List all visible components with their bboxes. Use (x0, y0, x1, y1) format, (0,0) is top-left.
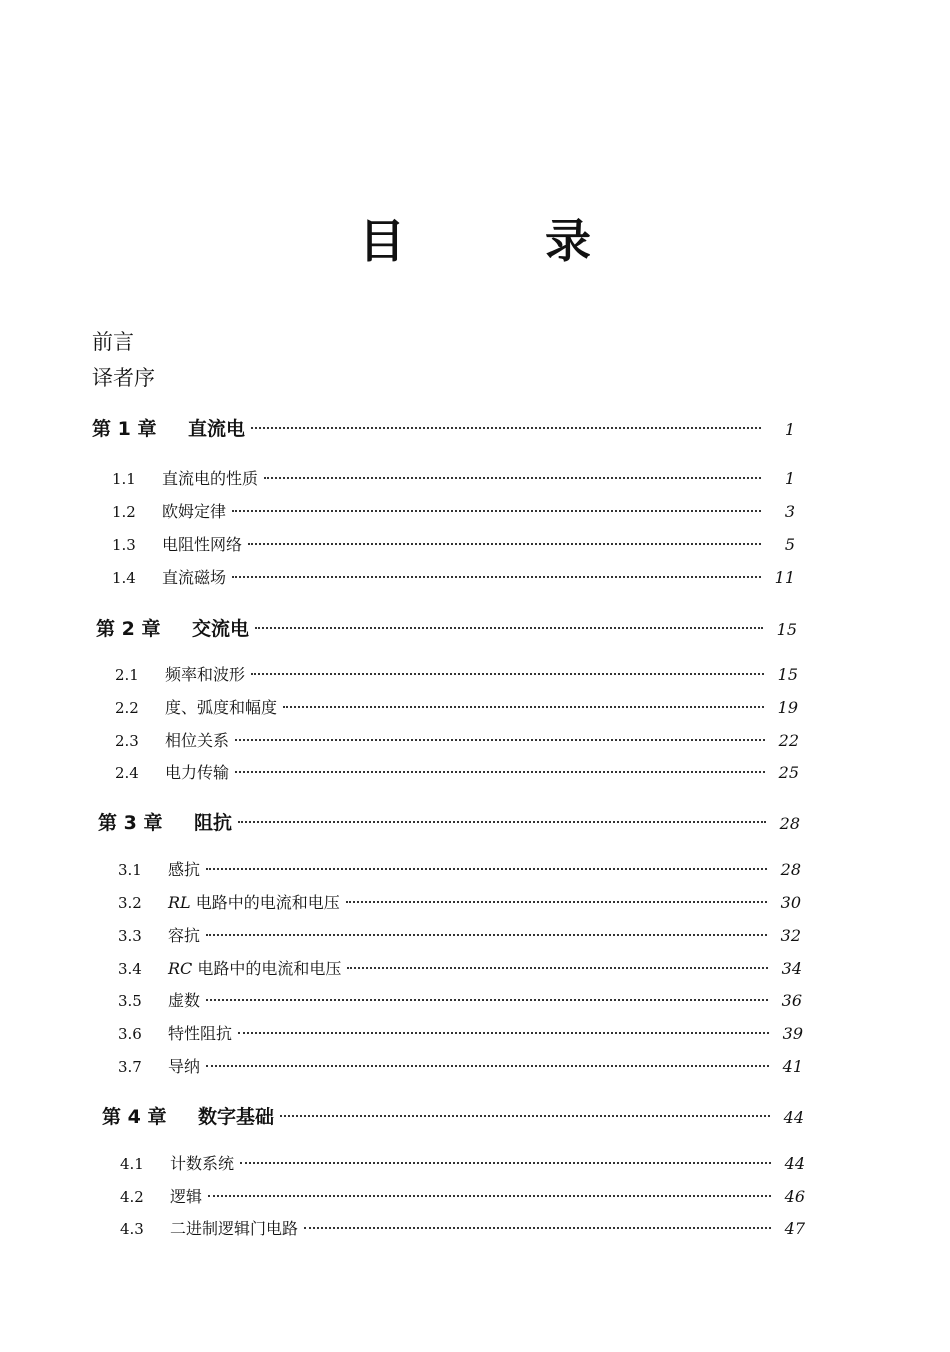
dot-leader (235, 771, 765, 773)
dot-leader (206, 1065, 769, 1067)
toc-entry-title-text: 数字基础 (198, 1106, 275, 1128)
toc-entry-title-italic: RL (168, 893, 191, 912)
toc-entry-page-number: 15 (776, 620, 797, 639)
toc-entry-title-text: 阻抗 (194, 812, 233, 834)
toc-entry-title (192, 614, 249, 641)
toc-entry-number: 2.4 (115, 764, 139, 782)
toc-entry-number: 第 3 章 (98, 812, 163, 834)
toc-chapter-entry[interactable] (92, 414, 795, 441)
toc-entry-title (165, 662, 245, 685)
toc-entry-page-number: 25 (778, 763, 799, 782)
toc-entry-title-text: 计数系统 (170, 1154, 235, 1173)
toc-entry-title (168, 857, 200, 880)
dot-leader (255, 627, 763, 629)
toc-entry-title-text: 度、弧度和幅度 (165, 698, 278, 717)
toc-entry-title (170, 1151, 234, 1174)
toc-entry-title-text: 二进制逻辑门电路 (170, 1219, 299, 1238)
toc-entry-number: 2.2 (115, 699, 139, 717)
dot-leader (264, 477, 761, 479)
toc-entry-title (165, 760, 229, 783)
toc-entry-number: 1.4 (112, 569, 136, 587)
toc-section-entry[interactable] (118, 923, 801, 946)
title-char-2: 录 (545, 214, 591, 268)
toc-section-entry[interactable] (115, 695, 798, 718)
toc-entry-title-text: 特性阻抗 (168, 1024, 233, 1043)
toc-entry-title (162, 532, 242, 555)
toc-section-entry[interactable] (118, 1054, 803, 1077)
toc-entry-page-number: 46 (784, 1187, 805, 1206)
toc-chapter-entry[interactable] (98, 808, 800, 835)
toc-entry-number: 4.3 (120, 1220, 144, 1238)
toc-entry-page-number: 41 (782, 1057, 803, 1076)
toc-entry-title (168, 1021, 232, 1044)
toc-section-entry[interactable] (118, 956, 802, 979)
toc-entry-title-text: 感抗 (168, 860, 201, 879)
toc-chapter-entry[interactable] (96, 614, 797, 641)
toc-entry-page-number: 39 (782, 1024, 803, 1043)
toc-chapter-entry[interactable] (102, 1102, 804, 1129)
dot-leader (232, 510, 761, 512)
dot-leader (251, 673, 764, 675)
toc-entry-title-italic: RC (168, 959, 193, 978)
toc-entry-title (168, 923, 200, 946)
dot-leader (240, 1162, 771, 1164)
page-title (0, 205, 950, 271)
toc-entry-number: 4.1 (120, 1155, 144, 1173)
toc-entry-page-number: 34 (781, 959, 802, 978)
toc-entry-title-text: 电路中的电流和电压 (192, 959, 342, 978)
toc-entry-title-text: 相位关系 (165, 731, 230, 750)
toc-section-entry[interactable] (112, 532, 795, 555)
toc-entry-title-text: 容抗 (168, 926, 201, 945)
toc-entry-number: 1.2 (112, 503, 136, 521)
dot-leader (232, 576, 761, 578)
toc-entry-number: 3.7 (118, 1058, 142, 1076)
toc-entry-title-text: 直流电 (188, 418, 246, 440)
toc-section-entry[interactable] (112, 499, 795, 522)
toc-entry-title-text: 电阻性网络 (162, 535, 243, 554)
toc-entry-title-text: 频率和波形 (165, 665, 246, 684)
toc-entry-number: 第 2 章 (96, 618, 161, 640)
toc-entry-number: 3.3 (118, 927, 142, 945)
toc-entry-page-number: 30 (780, 893, 801, 912)
dot-leader (235, 739, 765, 741)
toc-entry-title (165, 695, 277, 718)
toc-entry-number: 3.4 (118, 960, 142, 978)
toc-entry-page-number: 36 (781, 991, 802, 1010)
toc-entry-title (162, 565, 226, 588)
toc-entry-title (162, 466, 258, 489)
toc-entry-page-number: 1 (784, 469, 795, 488)
toc-entry-number: 2.1 (115, 666, 139, 684)
toc-entry-page-number: 28 (779, 814, 800, 833)
dot-leader (347, 967, 768, 969)
toc-entry-page-number: 28 (780, 860, 801, 879)
toc-entry-page-number: 47 (784, 1219, 805, 1238)
toc-entry-page-number: 15 (777, 665, 798, 684)
toc-section-entry[interactable] (115, 728, 799, 751)
dot-leader (280, 1115, 770, 1117)
toc-entry-page-number: 44 (784, 1154, 805, 1173)
toc-section-entry[interactable] (112, 466, 795, 489)
toc-entry-title (162, 499, 226, 522)
toc-entry-title (194, 808, 232, 835)
toc-entry-number: 3.2 (118, 894, 142, 912)
toc-entry-title (170, 1184, 202, 1207)
toc-entry-title-text: 导纳 (168, 1057, 201, 1076)
dot-leader (206, 934, 767, 936)
toc-entry-page-number: 19 (777, 698, 798, 717)
toc-entry-title (168, 890, 340, 913)
toc-section-entry[interactable] (118, 988, 802, 1011)
toc-entry-title (168, 988, 200, 1011)
toc-entry-number: 2.3 (115, 732, 139, 750)
toc-section-entry[interactable] (115, 760, 799, 783)
toc-entry-page-number: 1 (784, 420, 795, 439)
toc-entry-number: 第 1 章 (92, 418, 157, 440)
toc-section-entry[interactable] (115, 662, 798, 685)
toc-entry-title-text: 直流磁场 (162, 568, 227, 587)
toc-entry-number: 1.3 (112, 536, 136, 554)
toc-entry-title-text: 电力传输 (165, 763, 230, 782)
toc-entry-number: 第 4 章 (102, 1106, 167, 1128)
toc-entry-page-number: 11 (774, 568, 795, 587)
toc-entry-page-number: 44 (783, 1108, 804, 1127)
dot-leader (206, 999, 768, 1001)
toc-entry-page-number: 3 (784, 502, 795, 521)
toc-entry-title (170, 1216, 298, 1239)
toc-section-entry[interactable] (118, 890, 801, 913)
dot-leader (206, 868, 767, 870)
toc-entry-title-text: 虚数 (168, 991, 201, 1010)
dot-leader (283, 706, 764, 708)
toc-entry-number: 4.2 (120, 1188, 144, 1206)
front-matter-translator-preface[interactable]: 译者序 (92, 366, 155, 390)
toc-entry-page-number: 5 (784, 535, 795, 554)
title-char-1: 目 (359, 214, 405, 268)
toc-entry-number: 3.5 (118, 992, 142, 1010)
dot-leader (238, 1032, 769, 1034)
toc-section-entry[interactable] (120, 1151, 805, 1174)
dot-leader (208, 1195, 771, 1197)
toc-entry-number: 1.1 (112, 470, 136, 488)
dot-leader (248, 543, 761, 545)
toc-entry-title-text: 电路中的电流和电压 (190, 893, 340, 912)
dot-leader (238, 821, 766, 823)
toc-entry-title (165, 728, 229, 751)
toc-entry-title-text: 逻辑 (170, 1187, 203, 1206)
dot-leader (304, 1227, 771, 1229)
dot-leader (251, 427, 761, 429)
toc-entry-page-number: 22 (778, 731, 799, 750)
toc-entry-page-number: 32 (780, 926, 801, 945)
toc-section-entry[interactable] (112, 565, 795, 588)
toc-entry-title (198, 1102, 274, 1129)
toc-section-entry[interactable] (118, 857, 801, 880)
front-matter-preface[interactable]: 前言 (92, 330, 134, 354)
toc-entry-title (168, 956, 341, 979)
toc-entry-title (188, 414, 245, 441)
toc-section-entry[interactable] (118, 1021, 803, 1044)
toc-entry-title (168, 1054, 200, 1077)
toc-entry-title-text: 交流电 (192, 618, 250, 640)
dot-leader (346, 901, 767, 903)
toc-entry-title-text: 欧姆定律 (162, 502, 227, 521)
toc-entry-number: 3.1 (118, 861, 142, 879)
toc-section-entry[interactable] (120, 1216, 805, 1239)
toc-entry-number: 3.6 (118, 1025, 142, 1043)
toc-section-entry[interactable] (120, 1184, 805, 1207)
toc-entry-title-text: 直流电的性质 (162, 469, 259, 488)
